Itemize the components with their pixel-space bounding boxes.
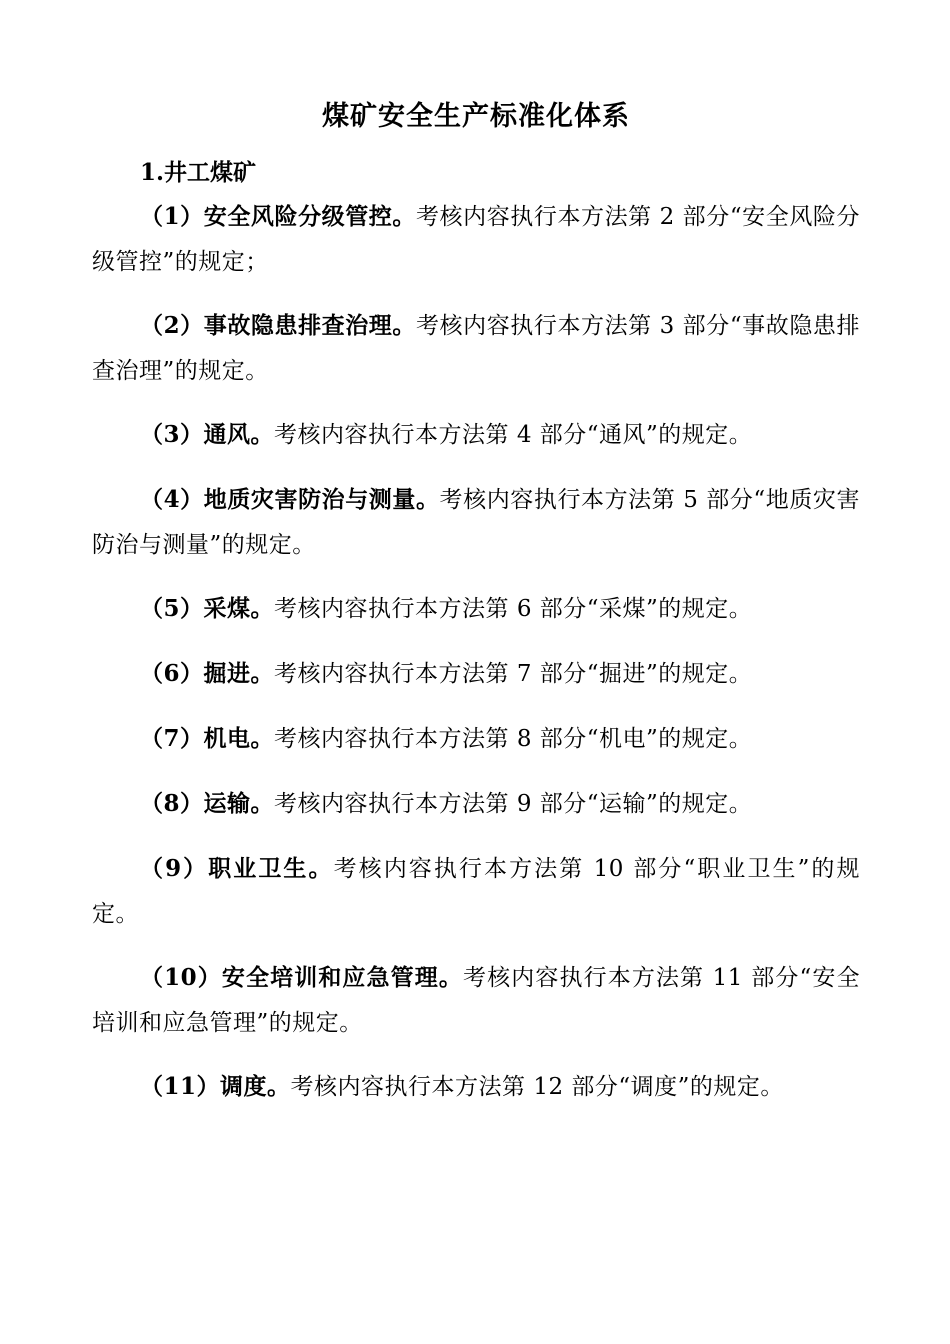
list-item-11 (92, 1064, 860, 1110)
list-item-1 (92, 194, 860, 285)
section-heading: 1.井工煤矿 (140, 159, 257, 186)
item-name: 职业卫生。 (208, 855, 334, 882)
item-name: 机电。 (203, 725, 275, 752)
item-name: 调度。 (220, 1073, 291, 1100)
item-name: 安全风险分级管控。 (203, 203, 416, 230)
item-name: 采煤。 (203, 595, 275, 622)
list-item-8 (92, 781, 860, 827)
list-item-6 (92, 651, 860, 697)
item-text: 考核内容执行本方法第 9 部分“运输”的规定。 (274, 791, 753, 817)
item-number: （11） (140, 1073, 221, 1100)
list-item-2 (92, 303, 860, 394)
list-item-7 (92, 716, 860, 762)
item-number: （10） (140, 964, 222, 991)
item-name: 地质灾害防治与测量。 (203, 486, 440, 513)
list-item-5 (92, 586, 860, 632)
list-item-10 (92, 955, 860, 1046)
list-item-4 (92, 477, 860, 568)
item-text: 考核内容执行本方法第 10 部分“职业卫生”的规定。 (92, 856, 860, 927)
document-page (92, 100, 860, 1128)
item-number: （8） (140, 790, 204, 817)
item-number: （2） (140, 312, 204, 339)
item-number: （4） (140, 486, 204, 513)
item-number: （7） (140, 725, 204, 752)
list-item-3 (92, 412, 860, 458)
item-number: （5） (140, 595, 204, 622)
item-number: （3） (140, 421, 204, 448)
item-text: 考核内容执行本方法第 6 部分“采煤”的规定。 (274, 596, 753, 622)
item-text: 考核内容执行本方法第 4 部分“通风”的规定。 (274, 422, 753, 448)
item-name: 安全培训和应急管理。 (221, 964, 464, 991)
item-text: 考核内容执行本方法第 12 部分“调度”的规定。 (290, 1074, 784, 1100)
item-text: 考核内容执行本方法第 8 部分“机电”的规定。 (274, 726, 753, 752)
item-text: 考核内容执行本方法第 7 部分“掘进”的规定。 (274, 661, 753, 687)
item-text: 考核内容执行本方法第 3 部分“事故隐患排查治理”的规定。 (92, 313, 860, 384)
item-text: 考核内容执行本方法第 11 部分“安全培训和应急管理”的规定。 (92, 965, 860, 1036)
item-text: 考核内容执行本方法第 2 部分“安全风险分级管控”的规定； (92, 204, 860, 275)
item-name: 运输。 (203, 790, 275, 817)
list-item-9 (92, 846, 860, 937)
item-number: （6） (140, 660, 204, 687)
item-number: （9） (140, 855, 209, 882)
item-text: 考核内容执行本方法第 5 部分“地质灾害防治与测量”的规定。 (92, 487, 860, 558)
item-number: （1） (140, 203, 204, 230)
item-name: 事故隐患排查治理。 (203, 312, 416, 339)
document-title: 煤矿安全生产标准化体系 (322, 101, 630, 132)
item-name: 掘进。 (203, 660, 275, 687)
item-name: 通风。 (203, 421, 275, 448)
